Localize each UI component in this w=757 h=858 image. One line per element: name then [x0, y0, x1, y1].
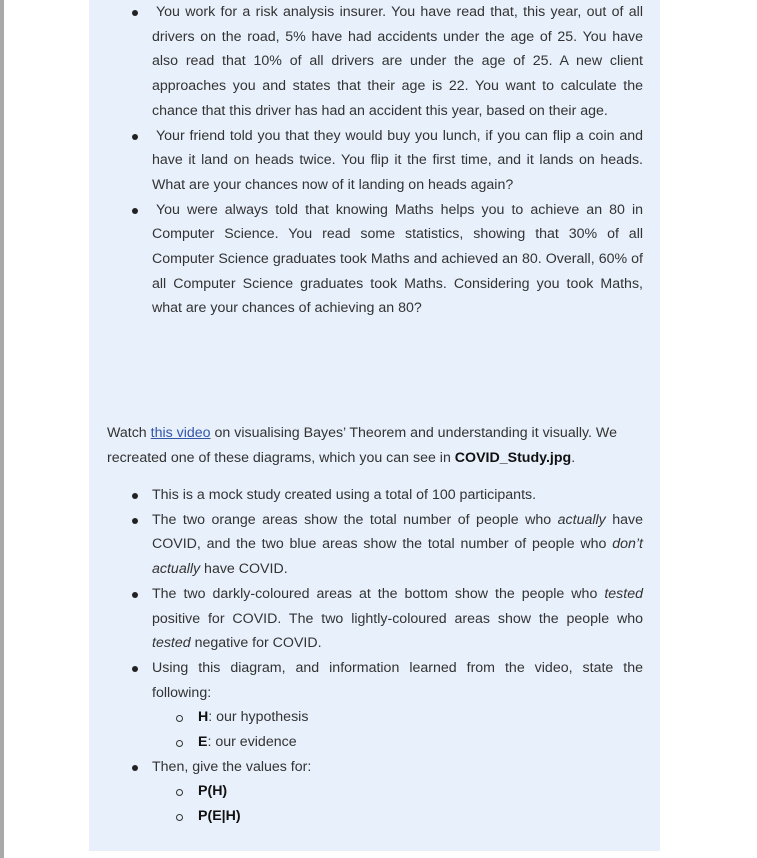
coin-example-text: Your friend told you that they would buy you lunch, if you can flip a coin and have it land on heads twice. You flip it the first time, and it lands on heads. What are your chances now of it landing on heads again?	[152, 127, 643, 193]
video-intro-paragraph: Watch this video on visualising Bayes’ Theorem and understanding it visually. We recreated one of these diagrams, which you can see in COVID_Study.jpg.	[107, 425, 617, 466]
sub-item-hypothesis: H: our hypothesis	[198, 705, 643, 730]
sub-item-p-e-given-h: P(E|H)	[198, 804, 643, 829]
left-border	[0, 0, 4, 858]
list-item-orange-blue-areas: The two orange areas show the total number of people who actually have COVID, and the two blue areas show the total number of people who don’t actually have COVID.	[152, 508, 643, 582]
video-link[interactable]: this video	[150, 425, 211, 441]
hypothesis-evidence-sublist	[152, 705, 643, 754]
list-item-maths-example	[152, 198, 643, 322]
list-item-mock-study: This is a mock study created using a total of 100 participants.	[152, 483, 643, 508]
file-name: COVID_Study.jpg	[454, 449, 572, 466]
sub-item-evidence: E: our evidence	[198, 730, 643, 755]
sub-item-p-h: P(H)	[198, 779, 643, 804]
study-bullet-list	[152, 483, 643, 829]
list-item-state-following: Using this diagram, and information learned from the video, state the following: H: our hypothesis E: our evidence	[152, 656, 643, 755]
list-item-dark-light-areas: The two darkly-coloured areas at the bottom show the people who tested positive for COVID. The two lightly-coloured areas show the people who tested negative for COVID.	[152, 582, 643, 656]
probability-values-sublist	[152, 779, 643, 828]
driver-example-text: You work for a risk analysis insurer. You have read that, this year, out of all drivers on the road, 5% have had accidents under the age of 25. You have also read that 10% of all drivers are under the age of 25. A new client approaches you and states that their age is 22. You want to calculate the chance that this driver has had an accident this year, based on their age.	[152, 4, 643, 119]
list-item-coin-example	[152, 124, 643, 198]
maths-example-text: You were always told that knowing Maths helps you to achieve an 80 in Computer Science. You read some statistics, showing that 30% of all Computer Science graduates took Maths and achieved an 80. Overall, 60% of all Computer Science graduates took Maths. Considering you took Maths, what are your chances of achieving an 80?	[152, 201, 643, 317]
content-panel	[89, 0, 660, 851]
list-item-driver-example	[152, 0, 643, 124]
example-list	[152, 0, 643, 321]
list-item-give-values: Then, give the values for: P(H) P(E|H)	[152, 755, 643, 829]
